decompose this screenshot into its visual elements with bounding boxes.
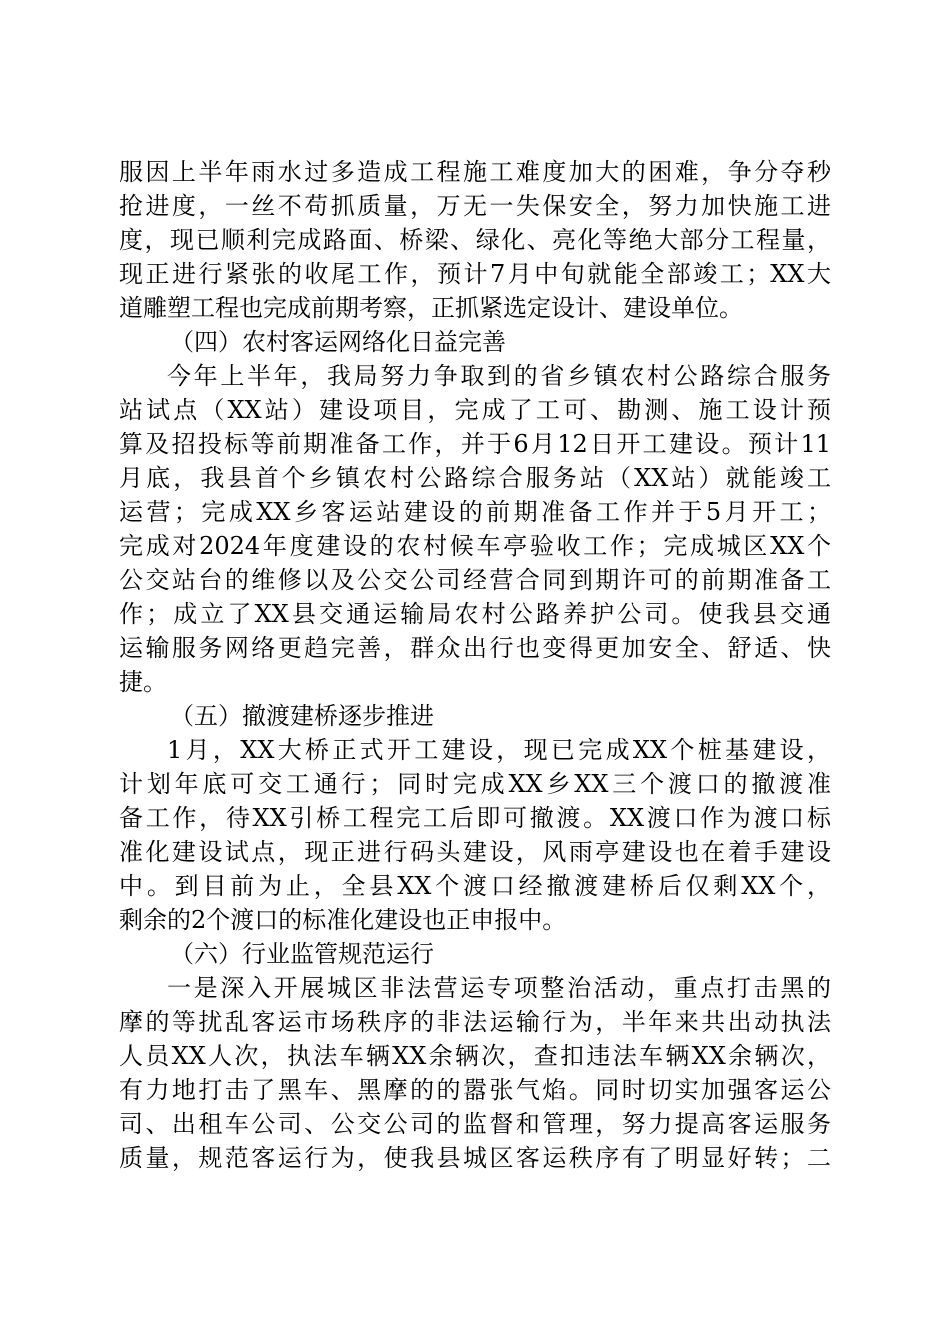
body-text-line: 人员XX人次，执法车辆XX余辆次，查扣违法车辆XX余辆次， [119, 1042, 831, 1070]
body-text-line: 准化建设试点，现正进行码头建设，风雨亭建设也在着手建设 [119, 838, 831, 866]
body-text-line: 一是深入开展城区非法营运专项整治活动，重点打击黑的 [167, 974, 831, 1002]
body-text-line: 剩余的2个渡口的标准化建设也正申报中。 [119, 906, 567, 934]
body-text-line: 作；成立了XX县交通运输局农村公路养护公司。使我县交通 [119, 600, 831, 628]
body-text-line: 公交站台的维修以及公交公司经营合同到期许可的前期准备工 [119, 566, 831, 594]
body-text-line: 捷。 [119, 668, 167, 696]
body-text-line: 抢进度，一丝不苟抓质量，万无一失保安全，努力加快施工进 [119, 192, 831, 220]
body-text-line: 今年上半年，我局努力争取到的省乡镇农村公路综合服务 [167, 362, 831, 390]
body-text-line: 司、出租车公司、公交公司的监督和管理，努力提高客运服务 [119, 1110, 831, 1138]
body-text-line: 运输服务网络更趋完善，群众出行也变得更加安全、舒适、快 [119, 634, 831, 662]
body-text-line: 质量，规范客运行为，使我县城区客运秩序有了明显好转；二 [119, 1144, 831, 1172]
body-text-line: 现正进行紧张的收尾工作，预计7月中旬就能全部竣工；XX大 [119, 260, 831, 288]
body-text-line: 月底，我县首个乡镇农村公路综合服务站（XX站）就能竣工 [119, 464, 831, 492]
body-text-line: 1月，XX大桥正式开工建设，现已完成XX个桩基建设， [167, 736, 831, 764]
body-text-line: 中。到目前为止，全县XX个渡口经撤渡建桥后仅剩XX个， [119, 872, 831, 900]
body-text-line: 算及招投标等前期准备工作，并于6月12日开工建设。预计11 [119, 430, 831, 458]
body-text-line: 摩的等扰乱客运市场秩序的非法运输行为，半年来共出动执法 [119, 1008, 831, 1036]
body-text-line: 度，现已顺利完成路面、桥梁、绿化、亮化等绝大部分工程量， [119, 226, 831, 254]
section-heading: （五）撤渡建桥逐步推进 [170, 702, 434, 730]
body-text-line: 服因上半年雨水过多造成工程施工难度加大的困难，争分夺秒 [119, 158, 831, 186]
body-text-line: 站试点（XX站）建设项目，完成了工可、勘测、施工设计预 [119, 396, 831, 424]
body-text-line: 完成对2024年度建设的农村候车亭验收工作；完成城区XX个 [119, 532, 831, 560]
body-text-line: 运营；完成XX乡客运站建设的前期准备工作并于5月开工； [119, 498, 831, 526]
body-text-line: 有力地打击了黑车、黑摩的的嚣张气焰。同时切实加强客运公 [119, 1076, 831, 1104]
body-text-line: 计划年底可交工通行；同时完成XX乡XX三个渡口的撤渡准 [119, 770, 831, 798]
section-heading: （六）行业监管规范运行 [170, 940, 434, 968]
section-heading: （四）农村客运网络化日益完善 [170, 328, 506, 356]
body-text-line: 备工作，待XX引桥工程完工后即可撤渡。XX渡口作为渡口标 [119, 804, 831, 832]
body-text-line: 道雕塑工程也完成前期考察，正抓紧选定设计、建设单位。 [119, 294, 743, 322]
